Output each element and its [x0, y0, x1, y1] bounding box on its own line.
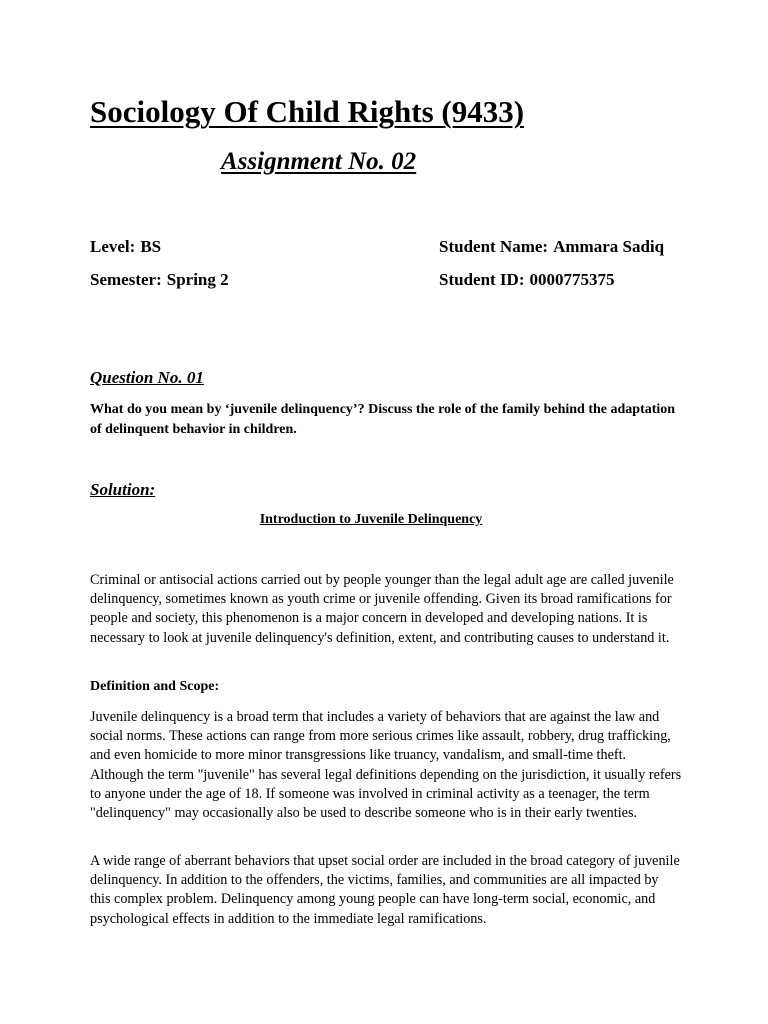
section-title: Introduction to Juvenile Delinquency: [259, 512, 483, 527]
level-value: BS: [140, 237, 162, 256]
student-id-field: [439, 270, 615, 290]
definition-heading: Definition and Scope:: [90, 679, 220, 694]
student-name-value: Ammara Sadiq: [553, 237, 665, 256]
question-heading: Question No. 01: [90, 368, 204, 387]
question-text: What do you mean by ‘juvenile delinquency’? Discuss the role of the family behind the adaptation of delinquent behavior in children.: [90, 402, 676, 437]
impact-paragraph: A wide range of aberrant behaviors that upset social order are included in the broad category of juvenile delinquency. In addition to the offenders, the victims, families, and communities are all impacted by this complex problem. Delinquency among young people can have long-term social, economic, and psychological effects in addition to the immediate legal ramifications.: [90, 853, 680, 927]
solution-heading: Solution:: [90, 480, 156, 499]
student-id-label: Student ID:: [439, 270, 525, 289]
intro-paragraph: Criminal or antisocial actions carried out by people younger than the legal adult age are called juvenile delinquency, sometimes known as youth crime or juvenile offending. Given its broad ramifications for people and society, this phenomenon is a major concern in developed and developing nations. It is necessary to look at juvenile delinquency's definition, extent, and contributing causes to understand it.: [90, 572, 674, 646]
semester-field: [90, 270, 229, 290]
definition-paragraph: Juvenile delinquency is a broad term that includes a variety of behaviors that are against the law and social norms. These actions can range from more serious crimes like assault, robbery, drug trafficking, and even homicide to more minor transgressions like truancy, vandalism, and small-time theft. Although the term "juvenile" has several legal definitions depending on the jurisdiction, it usually refers to anyone under the age of 18. If someone was involved in criminal activity as a teenager, the term "delinquency" may occasionally also be used to describe someone who is in their early twenties.: [90, 709, 682, 822]
student-name-label: Student Name:: [439, 237, 549, 256]
semester-label: Semester:: [90, 270, 162, 289]
assignment-number: Assignment No. 02: [221, 148, 417, 175]
level-label: Level:: [90, 237, 136, 256]
semester-value: Spring 2: [166, 270, 229, 289]
document-title: Sociology Of Child Rights (9433): [90, 94, 525, 129]
level-field: [90, 237, 161, 257]
student-id-value: 0000775375: [529, 270, 615, 289]
student-name-field: [439, 237, 664, 257]
